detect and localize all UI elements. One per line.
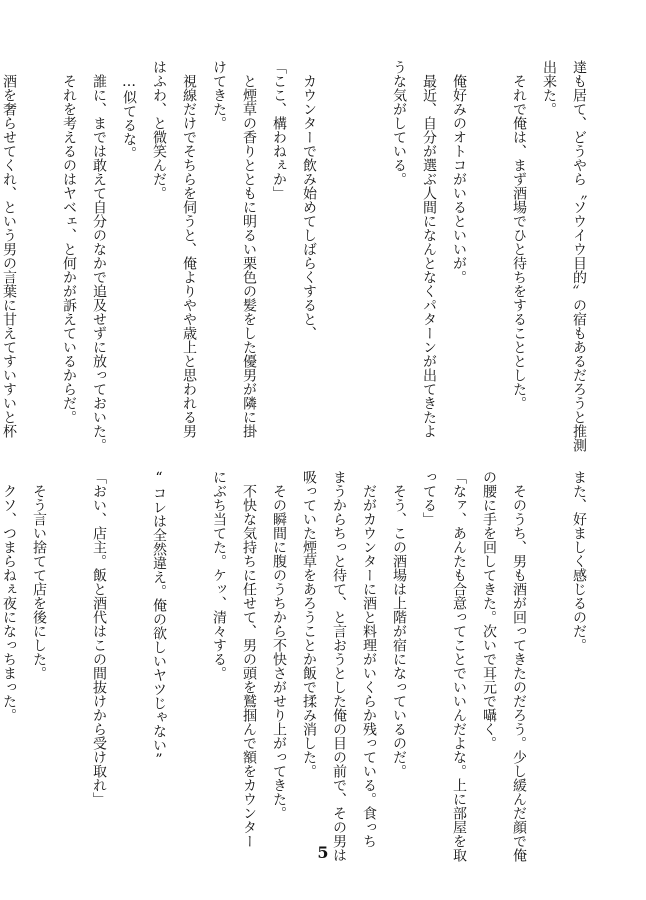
text-line: 出来た。 [541,60,557,116]
text-line: 俺好みのオトコがいるといいが。 [451,60,467,284]
text-line [324,60,354,460]
text-line: そう言い捨てて店を後にした。 [31,470,47,680]
text-line: 最近、自分が選ぶ人間になんとなくパターンが出てきたよ [421,60,437,438]
text-line: 「なァ、あんたも合意ってことでいいんだよな。上に部屋を取 [451,470,467,862]
text-line: と煙草の香りとともに明るい栗色の髪をした優男が隣に掛 [241,60,257,438]
text-line [474,60,504,460]
text-line: 達も居て、どうやら〝ソウイウ目的〟の宿もあるだろうと推測 [571,60,587,452]
text-line: クソ、つまらねぇ夜になっちまった。 [1,470,17,722]
text-line [534,470,564,770]
text-line [54,470,84,770]
text-line: 視線だけでそちらを伺うと、俺よりやや歳上と思われる男 [181,60,197,438]
text-line: うな気がしている。 [391,60,407,186]
text-line: その瞬間に腹のうちから不快さがせり上がってきた。 [271,470,287,820]
text-line: の腰に手を回してきた。次いで耳元で囁く。 [481,470,497,750]
text-line: だがカウンターに酒と料理がいくらか残っている。食っち [361,470,377,848]
page-number: 5 [317,843,329,862]
text-line: 不快な気持ちに任せて、男の頭を鷲掴んで額をカウンター [241,470,257,848]
text-line: それで俺は、まず酒場でひと待ちをすることとした。 [511,60,527,410]
text-line: …似てるな。 [121,60,137,160]
text-line: まうからちっと待て、と言おうとした俺の目の前で、その男は [331,470,347,862]
text-line: そのうち、男も酒が回ってきたのだろう。少し緩んだ顔で俺 [511,470,527,862]
text-line [24,60,54,460]
text-line: そう、この酒場は上階が宿になっているのだ。 [391,470,407,778]
text-line: “コレは全然違え。俺の欲しいヤツじゃない” [151,470,167,768]
text-line [114,470,144,770]
text-block-bottom [1,470,594,862]
text-line [354,60,384,460]
text-line: カウンターで飲み始めてしばらくすると、 [301,60,317,340]
text-line: にぶち当てた。ケッ、清々する。 [211,470,227,680]
text-line: 「ここ、構わねぇか」 [271,60,287,200]
text-line: 誰に、までは敢えて自分のなかで追及せずに放っておいた。 [91,60,107,452]
text-line: また、好ましく感じるのだ。 [571,470,587,652]
text-line: けてきた。 [211,60,227,130]
text-line: 吸っていた煙草をあろうことか飯で揉み消した。 [301,470,317,778]
text-block-top [1,60,594,460]
text-line: ってる」 [421,470,437,526]
text-line: はふわ、と微笑んだ。 [151,60,167,200]
text-line: 「おい、店主。飯と酒代はこの間抜けから受け取れ」 [91,470,107,806]
text-line: 酒を奢らせてくれ、という男の言葉に甘えてすいすいと杯 [1,60,17,438]
text-line: それを考えるのはヤベェ、と何かが訴えているからだ。 [61,60,77,424]
text-line [174,470,204,770]
